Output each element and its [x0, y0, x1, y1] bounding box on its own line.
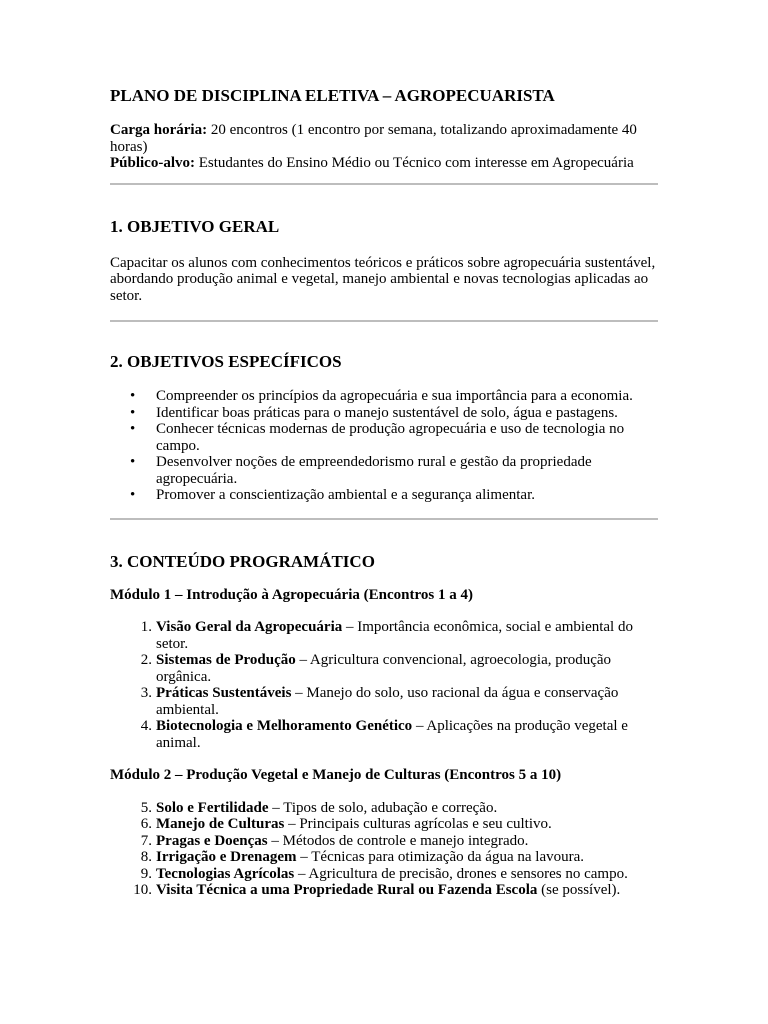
module-1-title: Módulo 1 – Introdução à Agropecuária (Encontros 1 a 4) — [110, 586, 473, 603]
section-title-conteudo-programatico: 3. CONTEÚDO PROGRAMÁTICO — [110, 551, 375, 571]
list-item — [110, 421, 658, 454]
list-item — [110, 619, 658, 652]
item-name: Visita Técnica a uma Propriedade Rural ou Fazenda Escola — [156, 882, 538, 898]
list-item-text: Promover a conscientização ambiental e a segurança alimentar. — [156, 487, 535, 503]
section-title-objetivo-geral: 1. OBJETIVO GERAL — [110, 216, 280, 236]
item-number: 1. — [140, 619, 152, 635]
item-number: 8. — [140, 849, 152, 865]
item-number: 4. — [140, 718, 152, 734]
item-number: 9. — [140, 865, 152, 882]
document-title: PLANO DE DISCIPLINA ELETIVA – AGROPECUARISTA — [110, 86, 555, 105]
objetivo-geral-paragraph: Capacitar os alunos com conhecimentos teóricos e práticos sobre agropecuária sustentável, abordando produção animal e vegetal, manejo ambiental e novas tecnologias aplicadas ao setor. — [110, 254, 656, 304]
list-item-text: Conhecer técnicas modernas de produção agropecuária e uso de tecnologia no campo. — [156, 421, 625, 454]
list-item — [110, 388, 658, 405]
item-description: – Manejo do solo, uso racional da água e conservação ambiental. — [156, 685, 619, 718]
list-item — [110, 718, 658, 751]
item-name: Visão Geral da Agropecuária — [156, 619, 343, 635]
bullet-icon: • — [130, 454, 136, 470]
section-divider — [110, 320, 658, 322]
list-item-text: Identificar boas práticas para o manejo sustentável de solo, água e pastagens. — [156, 404, 618, 421]
item-description: – Tipos de solo, adubação e correção. — [268, 799, 498, 816]
module-2-title: Módulo 2 – Produção Vegetal e Manejo de Culturas (Encontros 5 a 10) — [110, 767, 562, 783]
bullet-icon: • — [130, 388, 136, 404]
list-item — [110, 882, 658, 899]
audience-line — [110, 155, 658, 172]
item-name: Práticas Sustentáveis — [156, 685, 292, 701]
item-number: 2. — [140, 652, 152, 668]
list-item — [110, 800, 658, 817]
item-name: Pragas e Doenças — [156, 832, 268, 849]
list-item — [110, 652, 658, 685]
document-meta — [110, 122, 658, 172]
list-item — [110, 685, 658, 718]
item-number: 6. — [140, 816, 152, 832]
list-item — [110, 405, 658, 422]
workload-line — [110, 122, 658, 155]
list-item — [110, 866, 658, 883]
section-divider — [110, 183, 658, 185]
bullet-icon: • — [130, 404, 136, 421]
list-item — [110, 487, 658, 504]
audience-text: Estudantes do Ensino Médio ou Técnico com interesse em Agropecuária — [195, 155, 634, 171]
item-name: Manejo de Culturas — [156, 816, 285, 832]
item-name: Biotecnologia e Melhoramento Genético — [156, 718, 413, 734]
item-number: 5. — [140, 799, 152, 816]
item-description: – Aplicações na produção vegetal e animal. — [156, 718, 628, 751]
item-name: Sistemas de Produção — [156, 652, 296, 668]
list-item-text: Compreender os princípios da agropecuária e sua importância para a economia. — [156, 388, 633, 404]
item-name: Solo e Fertilidade — [156, 799, 269, 816]
item-name: Tecnologias Agrícolas — [156, 865, 295, 882]
section-title-objetivos-especificos: 2. OBJETIVOS ESPECÍFICOS — [110, 352, 342, 371]
item-number: 10. — [133, 882, 152, 898]
list-item — [110, 833, 658, 850]
module-2-list — [110, 800, 658, 899]
workload-label: Carga horária: — [110, 122, 208, 138]
item-number: 7. — [140, 832, 152, 849]
item-description: – Técnicas para otimização da água na lavoura. — [296, 849, 585, 865]
audience-label: Público-alvo: — [110, 155, 195, 171]
section-divider — [110, 518, 658, 520]
document-content — [110, 86, 658, 899]
module-1-list — [110, 619, 658, 751]
bullet-icon: • — [130, 421, 136, 437]
list-item — [110, 849, 658, 866]
list-item — [110, 454, 658, 487]
item-description: – Agricultura de precisão, drones e sensores no campo. — [294, 865, 628, 882]
bullet-icon: • — [130, 487, 136, 503]
list-item-text: Desenvolver noções de empreendedorismo rural e gestão da propriedade agropecuária. — [156, 454, 592, 487]
workload-text: 20 encontros (1 encontro por semana, totalizando aproximadamente 40 horas) — [110, 122, 637, 155]
item-number: 3. — [140, 685, 152, 701]
item-description: – Agricultura convencional, agroecologia, produção orgânica. — [156, 652, 612, 685]
item-description: – Principais culturas agrícolas e seu cultivo. — [284, 816, 552, 832]
item-name: Irrigação e Drenagem — [156, 849, 297, 865]
item-description: – Importância econômica, social e ambiental do setor. — [156, 619, 633, 652]
list-item — [110, 816, 658, 833]
item-description: – Métodos de controle e manejo integrado. — [267, 832, 529, 849]
objetivos-especificos-list — [110, 388, 658, 504]
item-description: (se possível). — [537, 882, 621, 898]
